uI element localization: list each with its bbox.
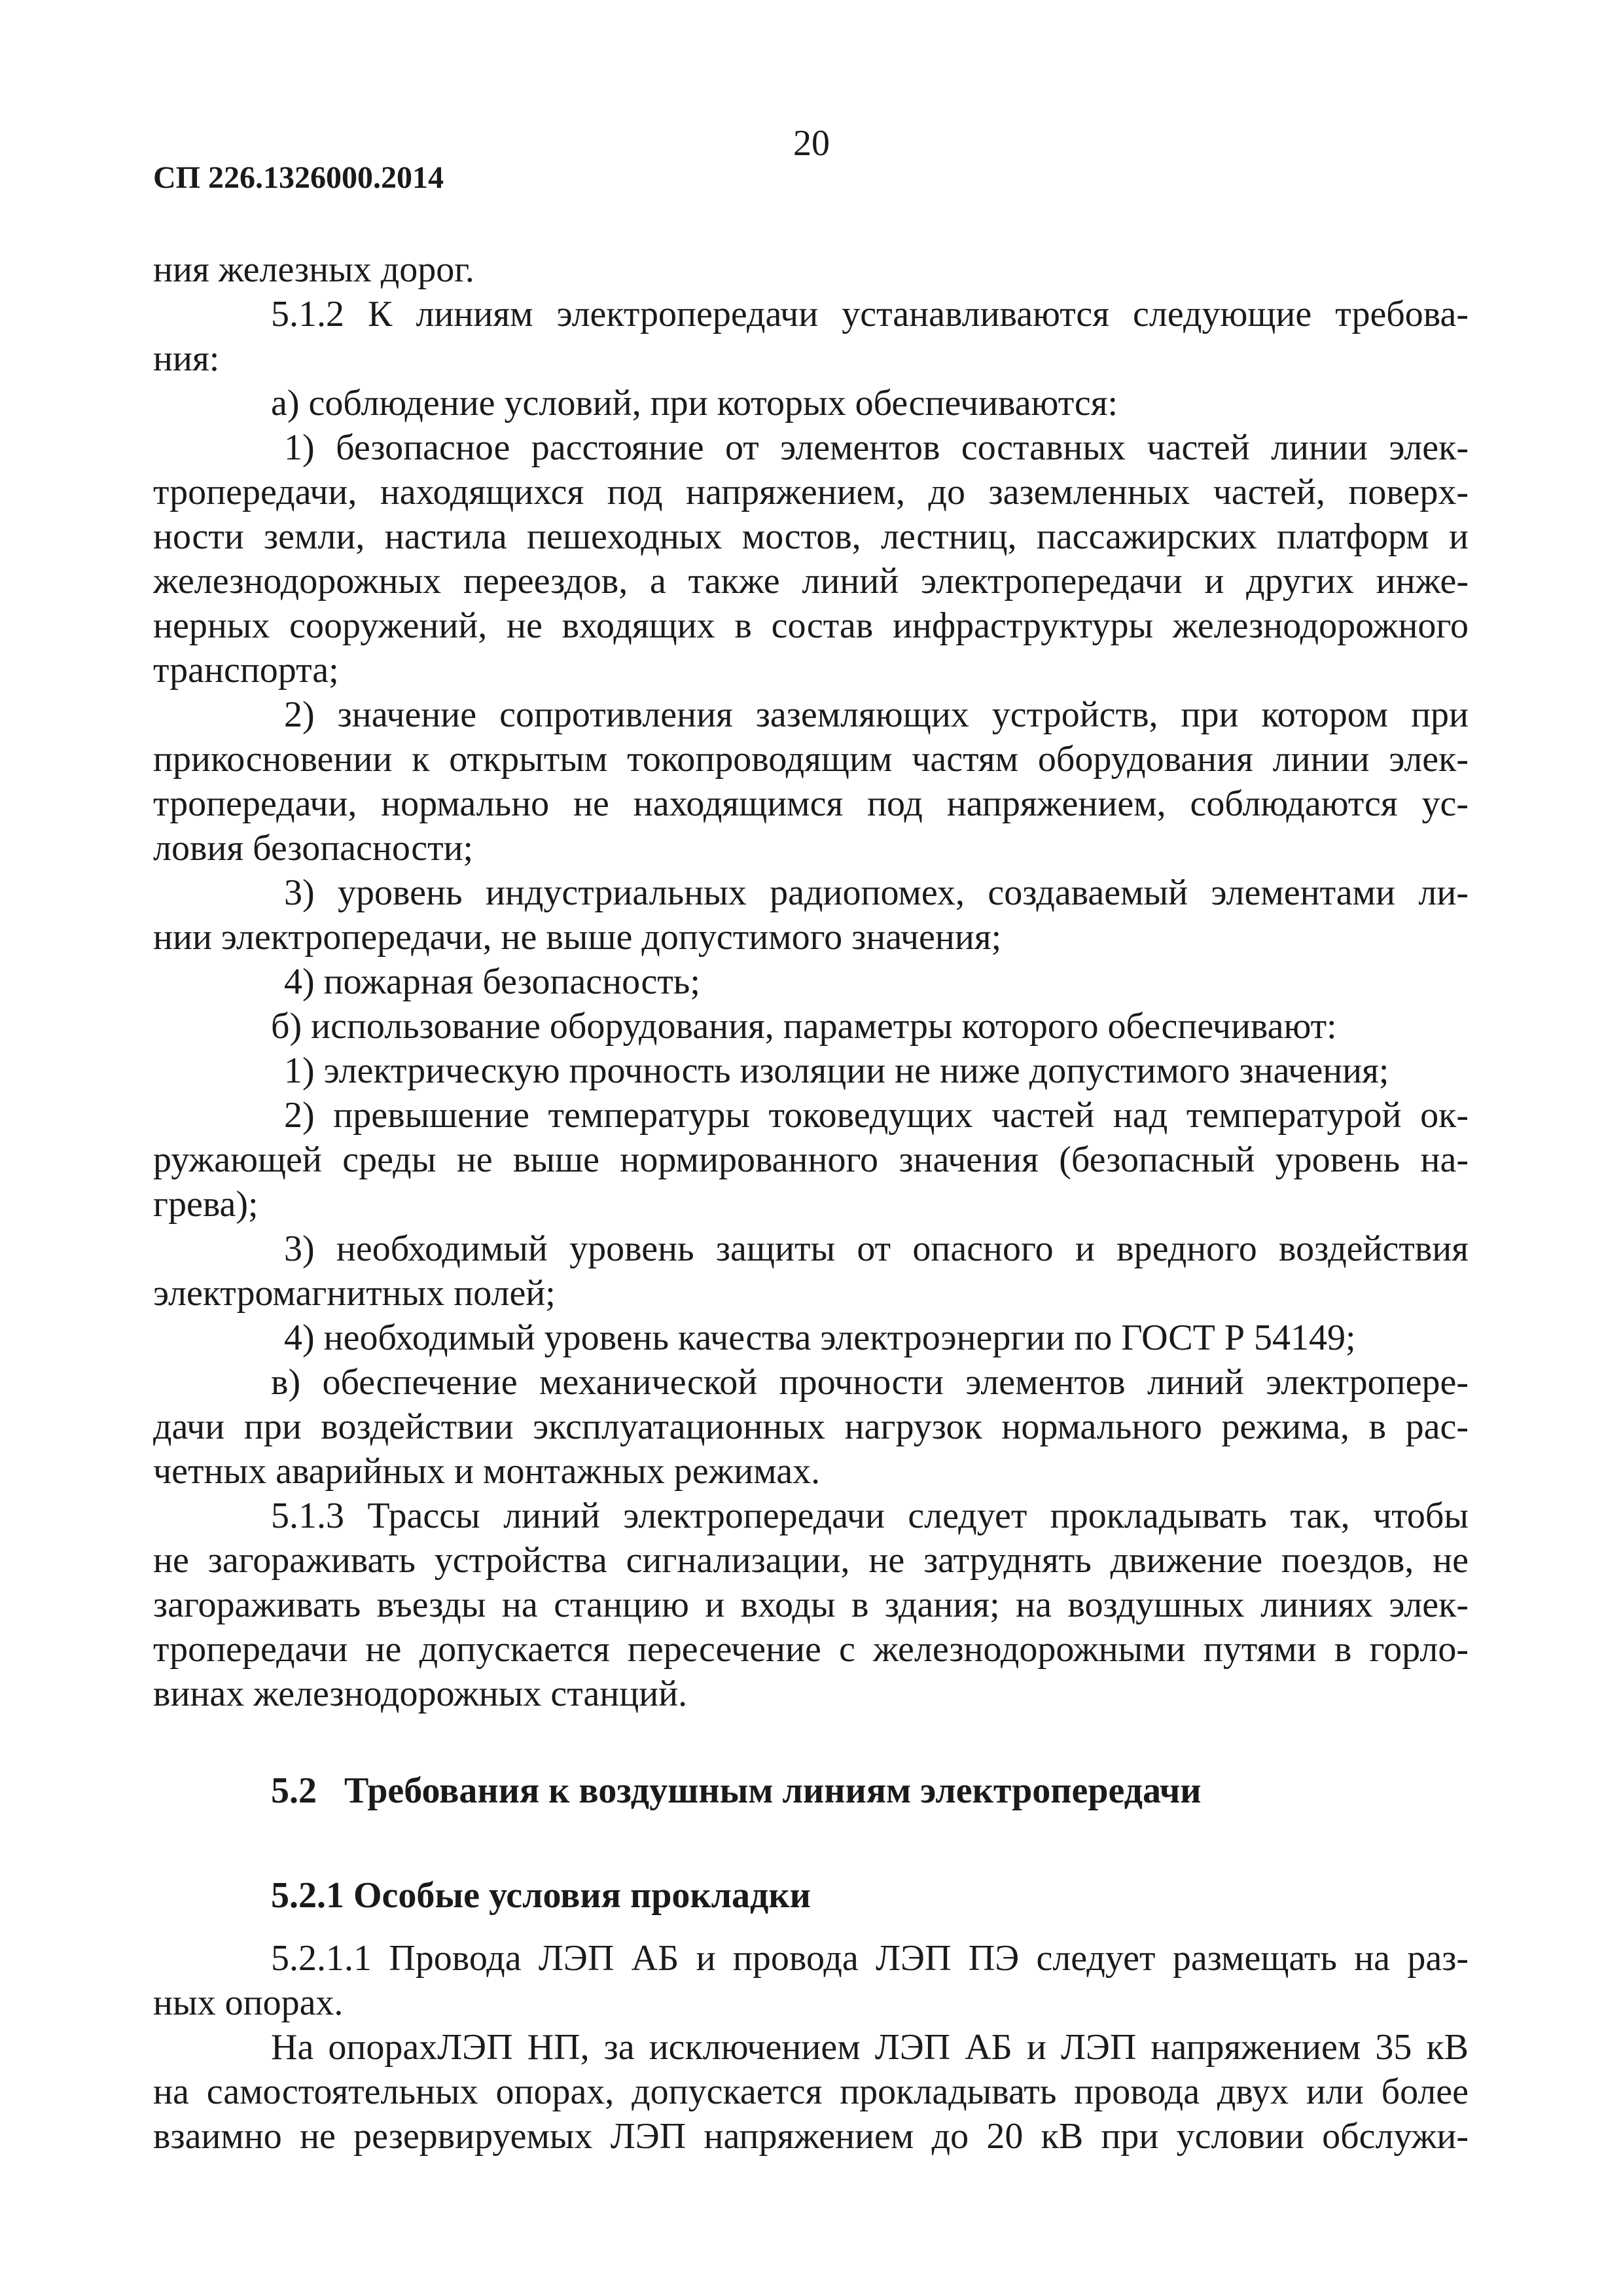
text-line: нии электропередачи, не выше допустимого значения; (153, 917, 1002, 958)
text-line: на самостоятельных опорах, допускается прокладывать провода двух или более (153, 2072, 1469, 2112)
text-line: 4) необходимый уровень качества электроэнергии по ГОСТ Р 54149; (284, 1318, 1356, 1358)
text-line: ных опорах. (153, 1982, 344, 2023)
text-line: 2) значение сопротивления заземляющих устройств, при котором при (284, 694, 1469, 735)
text-line: прикосновении к открытым токопроводящим частям оборудования линии элек- (153, 739, 1469, 780)
text-line: 3) необходимый уровень защиты от опасного и вредного воздействия (284, 1229, 1469, 1269)
text-line: тропередачи не допускается пересечение с железнодорожными путями в горло- (153, 1629, 1469, 1670)
text-line: в) обеспечение механической прочности элементов линий электропере- (271, 1362, 1469, 1403)
text-line: ния: (153, 338, 220, 379)
text-line: транспорта; (153, 650, 339, 691)
text-line: железнодорожных переездов, а также линий электропередачи и других инже- (153, 561, 1469, 601)
text-line: дачи при воздействии эксплуатационных нагрузок нормального режима, в рас- (153, 1407, 1469, 1447)
text-line: 1) электрическую прочность изоляции не ниже допустимого значения; (284, 1050, 1389, 1091)
text-line: а) соблюдение условий, при которых обеспечиваются: (271, 383, 1118, 423)
text-line: взаимно не резервируемых ЛЭП напряжением до 20 кВ при условии обслужи- (153, 2116, 1469, 2157)
text-line: 5.1.3 Трассы линий электропередачи следует прокладывать так, чтобы (271, 1496, 1469, 1536)
text-line: 1) безопасное расстояние от элементов составных частей линии элек- (284, 427, 1469, 468)
text-line: ности земли, настила пешеходных мостов, лестниц, пассажирских платформ и (153, 516, 1469, 557)
text-line: нерных сооружений, не входящих в состав инфраструктуры железнодорожного (153, 605, 1469, 646)
text-line: тропередачи, нормально не находящимся под напряжением, соблюдаются ус- (153, 783, 1469, 824)
text-line: ружающей среды не выше нормированного значения (безопасный уровень на- (153, 1139, 1469, 1180)
subsection-heading: 5.2.1 Особые условия прокладки (271, 1875, 811, 1916)
text-line: четных аварийных и монтажных режимах. (153, 1451, 821, 1492)
text-line: не загораживать устройства сигнализации, не затруднять движение поездов, не (153, 1540, 1469, 1581)
document-code: СП 226.1326000.2014 (153, 160, 444, 195)
text-line: тропередачи, находящихся под напряжением, до заземленных частей, поверх- (153, 472, 1469, 512)
text-line: 4) пожарная безопасность; (284, 961, 700, 1002)
text-line: 2) превышение температуры токоведущих частей над температурой ок- (284, 1095, 1469, 1136)
text-line: электромагнитных полей; (153, 1273, 556, 1314)
text-line: ния железных дорог. (153, 249, 474, 290)
text-line: 5.2.1.1 Провода ЛЭП АБ и провода ЛЭП ПЭ следует размещать на раз- (271, 1938, 1469, 1979)
text-line: На опорахЛЭП НП, за исключением ЛЭП АБ и ЛЭП напряжением 35 кВ (271, 2027, 1469, 2068)
text-line: 3) уровень индустриальных радиопомех, создаваемый элементами ли- (284, 872, 1469, 913)
page-number: 20 (793, 123, 830, 164)
text-line: винах железнодорожных станций. (153, 1674, 688, 1714)
text-line: загораживать въезды на станцию и входы в здания; на воздушных линиях элек- (153, 1585, 1469, 1625)
text-line: ловия безопасности; (153, 828, 474, 869)
text-line: 5.1.2 К линиям электропередачи устанавливаются следующие требова- (271, 294, 1469, 334)
section-heading: 5.2 Требования к воздушным линиям электропередачи (271, 1770, 1202, 1811)
text-line: грева); (153, 1184, 259, 1225)
text-line: б) использование оборудования, параметры которого обеспечивают: (271, 1006, 1337, 1047)
